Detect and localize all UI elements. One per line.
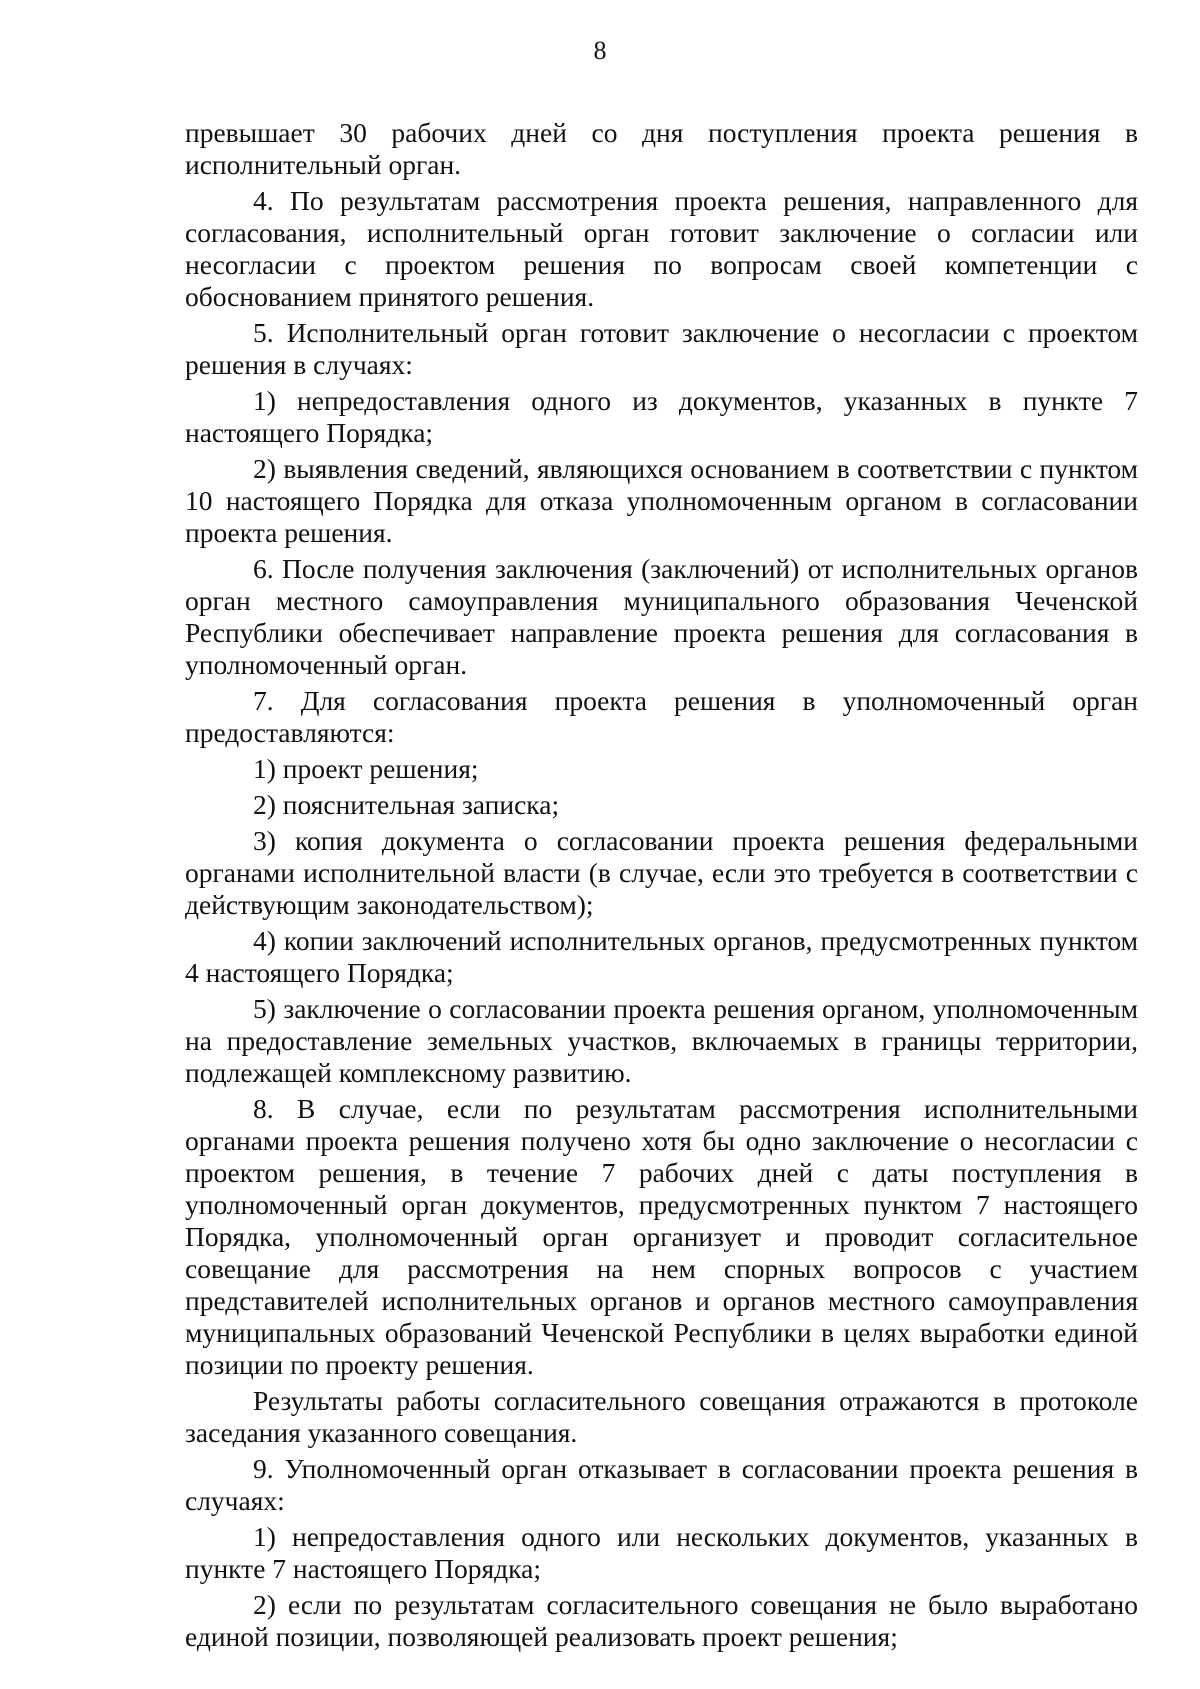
paragraph-item-7-sub-1: 1) проект решения;	[253, 753, 479, 784]
paragraph-item-9-sub-2: 2) если по результатам согласительного совещания не было выработано единой позиции, позволяющей реализовать проект решения;	[185, 1589, 1138, 1652]
paragraph-continuation: превышает 30 рабочих дней со дня поступления проекта решения в исполнительный орган.	[185, 117, 1138, 180]
page-number: 8	[593, 36, 607, 65]
document-body	[185, 117, 1138, 1657]
paragraph-item-7-sub-3: 3) копия документа о согласовании проекта решения федеральными органами исполнительной власти (в случае, если это требуется в соответствии с действующим законодательством);	[185, 825, 1138, 920]
paragraph-item-8-results: Результаты работы согласительного совещания отражаются в протоколе заседания указанного совещания.	[185, 1385, 1138, 1448]
paragraph-item-9-sub-1: 1) непредоставления одного или нескольких документов, указанных в пункте 7 настоящего Порядка;	[185, 1521, 1138, 1584]
paragraph-item-9: 9. Уполномоченный орган отказывает в согласовании проекта решения в случаях:	[185, 1453, 1138, 1516]
paragraph-item-7: 7. Для согласования проекта решения в уполномоченный орган предоставляются:	[185, 685, 1138, 748]
paragraph-item-5-sub-1: 1) непредоставления одного из документов, указанных в пункте 7 настоящего Порядка;	[185, 385, 1138, 448]
paragraph-item-5: 5. Исполнительный орган готовит заключение о несогласии с проектом решения в случаях:	[185, 317, 1138, 380]
paragraph-item-5-sub-2: 2) выявления сведений, являющихся основанием в соответствии с пунктом 10 настоящего Порядка для отказа уполномоченным органом в согласовании проекта решения.	[185, 453, 1138, 548]
paragraph-item-7-sub-4: 4) копии заключений исполнительных органов, предусмотренных пунктом 4 настоящего Порядка;	[185, 925, 1138, 988]
paragraph-item-8: 8. В случае, если по результатам рассмотрения исполнительными органами проекта решения получено хотя бы одно заключение о несогласии с проектом решения, в течение 7 рабочих дней с даты поступления в уполномоченный орган документов, предусмотренных пунктом 7 настоящего Порядка, уполномоченный орган организует и проводит согласительное совещание для рассмотрения на нем спорных вопросов с участием представителей исполнительных органов и органов местного самоуправления муниципальных образований Чеченской Республики в целях выработки единой позиции по проекту решения.	[185, 1093, 1138, 1380]
paragraph-item-7-sub-2: 2) пояснительная записка;	[253, 789, 560, 820]
paragraph-item-6: 6. После получения заключения (заключений) от исполнительных органов орган местного самоуправления муниципального образования Чеченской Республики обеспечивает направление проекта решения для согласования в уполномоченный орган.	[185, 553, 1138, 680]
paragraph-item-7-sub-5: 5) заключение о согласовании проекта решения органом, уполномоченным на предоставление земельных участков, включаемых в границы территории, подлежащей комплексному развитию.	[185, 993, 1138, 1088]
paragraph-item-4: 4. По результатам рассмотрения проекта решения, направленного для согласования, исполнительный орган готовит заключение о согласии или несогласии с проектом решения по вопросам своей компетенции с обоснованием принятого решения.	[185, 185, 1138, 312]
